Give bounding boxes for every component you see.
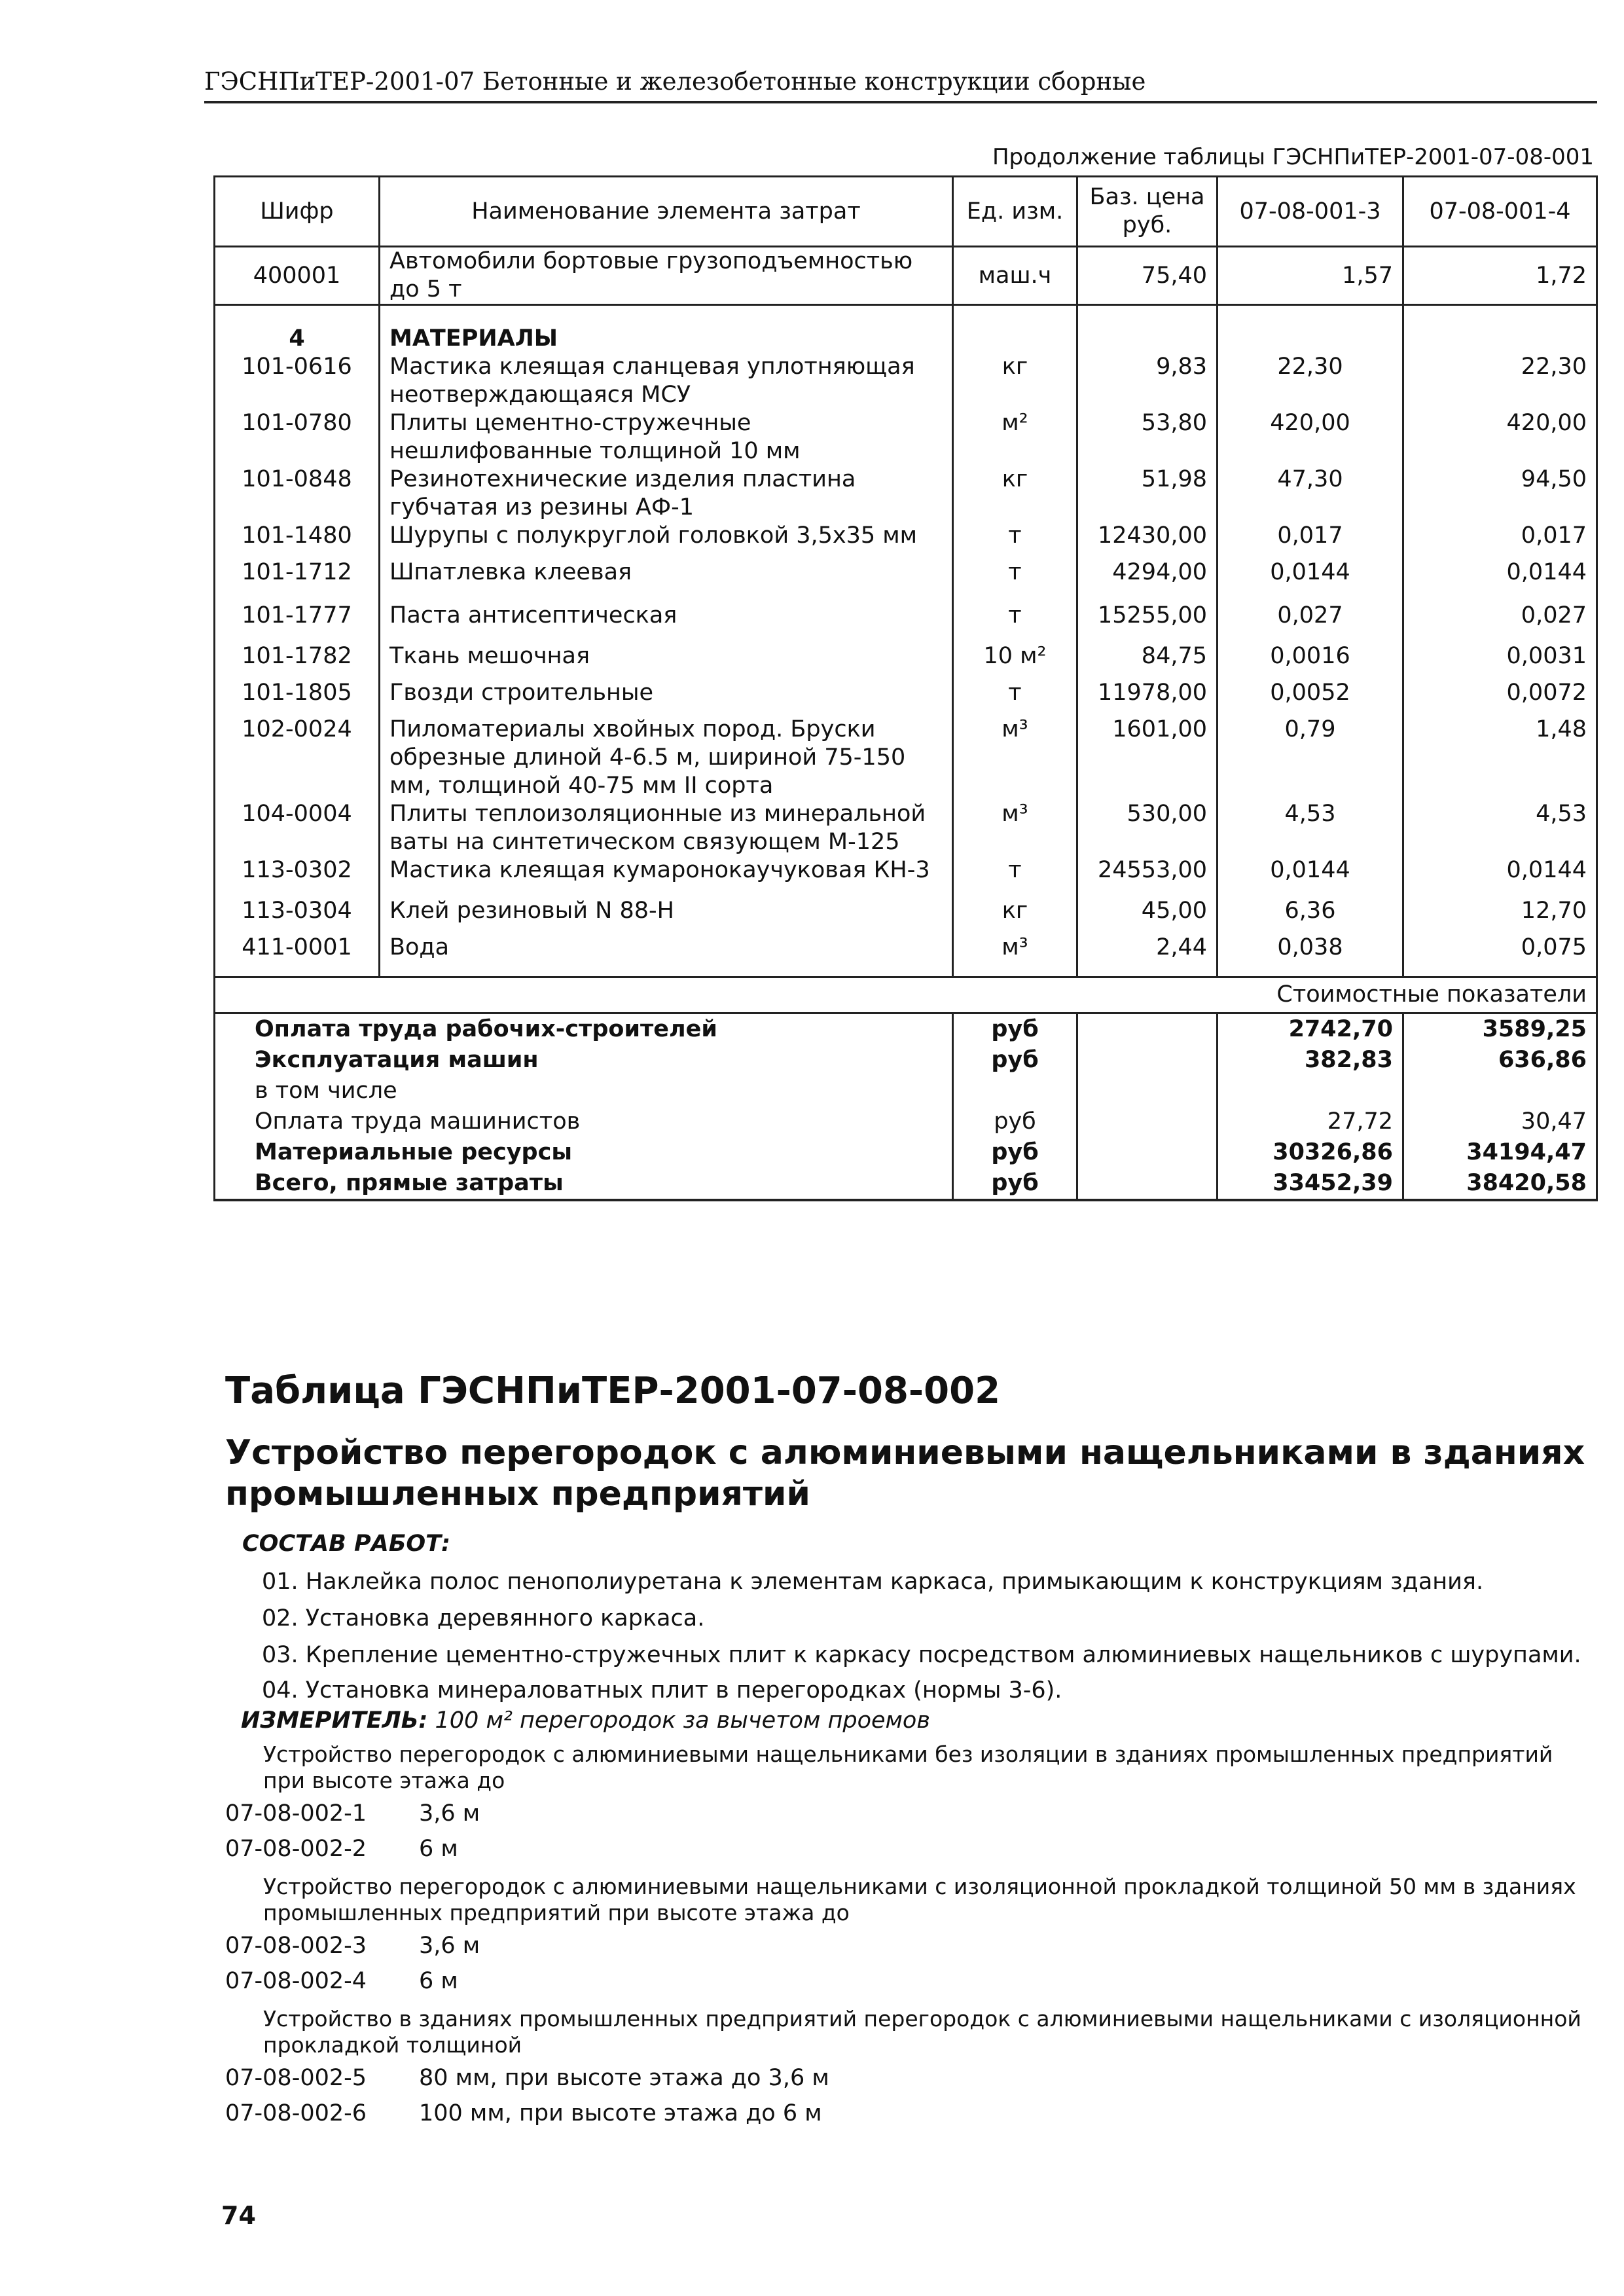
- cell-name: Гвозди строительные: [380, 679, 953, 716]
- cell-price: 12430,00: [1077, 522, 1218, 558]
- cost-label: Всего, прямые затраты: [215, 1168, 953, 1200]
- cell-price: 24553,00: [1077, 856, 1218, 897]
- norm-value: 80 мм, при высоте этажа до 3,6 м: [419, 2065, 829, 2091]
- table-row: [215, 247, 1597, 305]
- table-header-row: [215, 177, 1597, 247]
- cell-unit: т: [953, 558, 1077, 602]
- cell-code: 104-0004: [215, 800, 380, 856]
- cell-name: Вода: [380, 934, 953, 970]
- cell-value-4: 4,53: [1403, 800, 1597, 856]
- norm-description: Устройство перегородок с алюминиевыми нащельниками без изоляции в зданиях промышленных предприятий при высоте этажа до: [263, 1741, 1553, 1793]
- works-label: СОСТАВ РАБОТ:: [242, 1531, 450, 1557]
- norm-value: 6 м: [419, 1836, 458, 1862]
- cell-value-3: 0,027: [1218, 602, 1403, 642]
- cell-unit: кг: [953, 353, 1077, 409]
- cost-value-3: 33452,39: [1218, 1168, 1403, 1200]
- cost-unit: руб: [953, 1137, 1077, 1168]
- cell-value-3: 4,53: [1218, 800, 1403, 856]
- cost-label: в том числе: [215, 1076, 953, 1106]
- cell-value-4: 1,48: [1403, 716, 1597, 800]
- col-header: 07-08-001-3: [1218, 177, 1403, 247]
- cell-code: 101-1712: [215, 558, 380, 602]
- cell-value-4: 94,50: [1403, 465, 1597, 522]
- col-header: Баз. цена руб.: [1077, 177, 1218, 247]
- cell-unit: кг: [953, 465, 1077, 522]
- cell-name: Клей резиновый N 88-Н: [380, 897, 953, 934]
- cell-price: 530,00: [1077, 800, 1218, 856]
- cell-code: 411-0001: [215, 934, 380, 970]
- cell-unit: т: [953, 856, 1077, 897]
- cell-price: 2,44: [1077, 934, 1218, 970]
- table-row: [215, 642, 1597, 679]
- norm-code: 07-08-002-5: [225, 2065, 367, 2091]
- cell-value-3: 0,038: [1218, 934, 1403, 970]
- page-header: [204, 63, 1597, 103]
- section-row: [215, 305, 1597, 354]
- cell-price: 1601,00: [1077, 716, 1218, 800]
- cost-value-4: 30,47: [1403, 1106, 1597, 1137]
- cell-name: Мастика клеящая сланцевая уплотняющая неотверждающаяся МСУ: [380, 353, 953, 409]
- cell-unit: м³: [953, 800, 1077, 856]
- cost-empty: [1077, 1106, 1218, 1137]
- resources-table: [213, 175, 1598, 1201]
- cell-name: Пиломатериалы хвойных пород. Бруски обрезные длиной 4-6.5 м, шириной 75-150 мм, толщиной 40-75 мм II сорта: [380, 716, 953, 800]
- norm-code: 07-08-002-6: [225, 2100, 367, 2126]
- cell-value-4: 0,0144: [1403, 856, 1597, 897]
- work-item: 01. Наклейка полос пенополиуретана к элементам каркаса, примыкающим к конструкциям здания.: [262, 1569, 1484, 1595]
- cell-code: 101-0616: [215, 353, 380, 409]
- cell-code: 101-1777: [215, 602, 380, 642]
- cell-name: Шпатлевка клеевая: [380, 558, 953, 602]
- cell-value-4: 420,00: [1403, 409, 1597, 465]
- cost-value-4: [1403, 1076, 1597, 1106]
- cell-name: Паста антисептическая: [380, 602, 953, 642]
- table-row: [215, 897, 1597, 934]
- cell-code: 101-0780: [215, 409, 380, 465]
- cell-value-3: 47,30: [1218, 465, 1403, 522]
- cell-value-3: 0,79: [1218, 716, 1403, 800]
- cost-label: Материальные ресурсы: [215, 1137, 953, 1168]
- section-name: МАТЕРИАЛЫ: [380, 305, 953, 354]
- table-row: [215, 465, 1597, 522]
- norm-value: 100 мм, при высоте этажа до 6 м: [419, 2100, 822, 2126]
- cell-unit: м³: [953, 934, 1077, 970]
- page-number: 74: [221, 2201, 256, 2230]
- table-continuation-label: Продолжение таблицы ГЭСНПиТЕР-2001-07-08-001: [992, 144, 1594, 170]
- cell-value-3: 0,017: [1218, 522, 1403, 558]
- cell-value-3: 6,36: [1218, 897, 1403, 934]
- cell-price: 45,00: [1077, 897, 1218, 934]
- cell-unit: т: [953, 679, 1077, 716]
- norm-description: Устройство перегородок с алюминиевыми нащельниками с изоляционной прокладкой толщиной 50 мм в зданиях промышленных предприятий при высоте этажа до: [263, 1874, 1576, 1925]
- table2-subtitle: Устройство перегородок с алюминиевыми нащельниками в зданиях промышленных предприятий: [225, 1433, 1585, 1514]
- header-title: ГЭСНПиТЕР-2001-07 Бетонные и железобетонные конструкции сборные: [204, 67, 1146, 96]
- cost-value-4: 34194,47: [1403, 1137, 1597, 1168]
- cost-label: Оплата труда машинистов: [215, 1106, 953, 1137]
- table-row: [215, 602, 1597, 642]
- cost-unit: руб: [953, 1168, 1077, 1200]
- cell-value-3: 0,0144: [1218, 856, 1403, 897]
- col-header: Шифр: [215, 177, 380, 247]
- cost-value-3: 2742,70: [1218, 1013, 1403, 1045]
- table-row: [215, 934, 1597, 970]
- cost-header: Стоимостные показатели: [215, 977, 1597, 1013]
- col-header: 07-08-001-4: [1403, 177, 1597, 247]
- cell-value-3: 420,00: [1218, 409, 1403, 465]
- cell-unit: т: [953, 522, 1077, 558]
- cell-value-3: 0,0144: [1218, 558, 1403, 602]
- cell-price: 11978,00: [1077, 679, 1218, 716]
- cost-unit: руб: [953, 1106, 1077, 1137]
- norm-value: 3,6 м: [419, 1933, 480, 1959]
- cost-empty: [1077, 1013, 1218, 1045]
- table-row: [215, 679, 1597, 716]
- cost-empty: [1077, 1168, 1218, 1200]
- cell-value-4: 0,0031: [1403, 642, 1597, 679]
- cell-value-4: 0,0144: [1403, 558, 1597, 602]
- cost-value-3: 30326,86: [1218, 1137, 1403, 1168]
- cost-value-4: 636,86: [1403, 1045, 1597, 1076]
- cell-code: 101-1805: [215, 679, 380, 716]
- cost-value-3: [1218, 1076, 1403, 1106]
- cost-row: [215, 1168, 1597, 1200]
- cost-unit: руб: [953, 1045, 1077, 1076]
- cost-empty: [1077, 1137, 1218, 1168]
- cell-value-3: 0,0016: [1218, 642, 1403, 679]
- cell-code: 101-1782: [215, 642, 380, 679]
- table-row: [215, 409, 1597, 465]
- measure-text: 100 м² перегородок за вычетом проемов: [435, 1707, 930, 1734]
- cell-name: Плиты цементно-стружечные нешлифованные толщиной 10 мм: [380, 409, 953, 465]
- table-row: [215, 800, 1597, 856]
- norm-description: Устройство в зданиях промышленных предприятий перегородок с алюминиевыми нащельниками с изоляционной прокладкой толщиной: [263, 2006, 1581, 2058]
- cost-value-3: 382,83: [1218, 1045, 1403, 1076]
- cell-unit: м³: [953, 716, 1077, 800]
- cost-row: [215, 1076, 1597, 1106]
- table-row: [215, 558, 1597, 602]
- cell-price: 9,83: [1077, 353, 1218, 409]
- cell-code: 102-0024: [215, 716, 380, 800]
- cell-value-3: 1,57: [1218, 247, 1403, 305]
- cell-name: Резинотехнические изделия пластина губчатая из резины АФ-1: [380, 465, 953, 522]
- cost-header-row: [215, 977, 1597, 1013]
- cell-value-4: 0,027: [1403, 602, 1597, 642]
- cost-empty: [1077, 1045, 1218, 1076]
- measure-label: ИЗМЕРИТЕЛЬ:: [241, 1707, 428, 1734]
- cell-unit: м²: [953, 409, 1077, 465]
- cost-row: [215, 1106, 1597, 1137]
- cost-value-4: 38420,58: [1403, 1168, 1597, 1200]
- cell-code: 400001: [215, 247, 380, 305]
- cost-value-3: 27,72: [1218, 1106, 1403, 1137]
- cell-price: 4294,00: [1077, 558, 1218, 602]
- table-row: [215, 856, 1597, 897]
- work-item: 03. Крепление цементно-стружечных плит к каркасу посредством алюминиевых нащельников с шурупами.: [262, 1642, 1581, 1668]
- cell-price: 53,80: [1077, 409, 1218, 465]
- table-row: [215, 522, 1597, 558]
- table2-title: Таблица ГЭСНПиТЕР-2001-07-08-002: [225, 1370, 1001, 1412]
- cell-unit: 10 м²: [953, 642, 1077, 679]
- cell-name: Автомобили бортовые грузоподъемностью до 5 т: [380, 247, 953, 305]
- cell-unit: маш.ч: [953, 247, 1077, 305]
- cell-value-4: 0,0072: [1403, 679, 1597, 716]
- col-header: Ед. изм.: [953, 177, 1077, 247]
- section-code: 4: [215, 305, 380, 354]
- measure-line: [241, 1707, 930, 1734]
- norm-code: 07-08-002-4: [225, 1968, 367, 1994]
- cell-unit: т: [953, 602, 1077, 642]
- norm-value: 6 м: [419, 1968, 458, 1994]
- cost-label: Оплата труда рабочих-строителей: [215, 1013, 953, 1045]
- cost-unit: руб: [953, 1013, 1077, 1045]
- cell-name: Плиты теплоизоляционные из минеральной ваты на синтетическом связующем М-125: [380, 800, 953, 856]
- norm-code: 07-08-002-2: [225, 1836, 367, 1862]
- cost-unit: [953, 1076, 1077, 1106]
- cell-unit: кг: [953, 897, 1077, 934]
- col-header: Наименование элемента затрат: [380, 177, 953, 247]
- cost-row: [215, 1045, 1597, 1076]
- cell-name: Ткань мешочная: [380, 642, 953, 679]
- cost-row: [215, 1137, 1597, 1168]
- cell-name: Шурупы с полукруглой головкой 3,5x35 мм: [380, 522, 953, 558]
- cell-price: 84,75: [1077, 642, 1218, 679]
- cell-code: 113-0302: [215, 856, 380, 897]
- cell-value-3: 22,30: [1218, 353, 1403, 409]
- cost-empty: [1077, 1076, 1218, 1106]
- cell-code: 101-0848: [215, 465, 380, 522]
- cell-value-4: 0,017: [1403, 522, 1597, 558]
- work-item: 04. Установка минераловатных плит в перегородках (нормы 3-6).: [262, 1677, 1062, 1704]
- cell-price: 75,40: [1077, 247, 1218, 305]
- cell-value-3: 0,0052: [1218, 679, 1403, 716]
- table-row: [215, 353, 1597, 409]
- norm-value: 3,6 м: [419, 1800, 480, 1827]
- cost-row: [215, 1013, 1597, 1045]
- cell-code: 101-1480: [215, 522, 380, 558]
- cell-value-4: 22,30: [1403, 353, 1597, 409]
- norm-code: 07-08-002-1: [225, 1800, 367, 1827]
- cell-price: 51,98: [1077, 465, 1218, 522]
- work-item: 02. Установка деревянного каркаса.: [262, 1605, 705, 1631]
- cell-name: Мастика клеящая кумаронокаучуковая КН-3: [380, 856, 953, 897]
- cell-value-4: 12,70: [1403, 897, 1597, 934]
- cell-value-4: 1,72: [1403, 247, 1597, 305]
- cost-label: Эксплуатация машин: [215, 1045, 953, 1076]
- cell-value-4: 0,075: [1403, 934, 1597, 970]
- cell-price: 15255,00: [1077, 602, 1218, 642]
- cost-value-4: 3589,25: [1403, 1013, 1597, 1045]
- cell-code: 113-0304: [215, 897, 380, 934]
- table-row: [215, 716, 1597, 800]
- norm-code: 07-08-002-3: [225, 1933, 367, 1959]
